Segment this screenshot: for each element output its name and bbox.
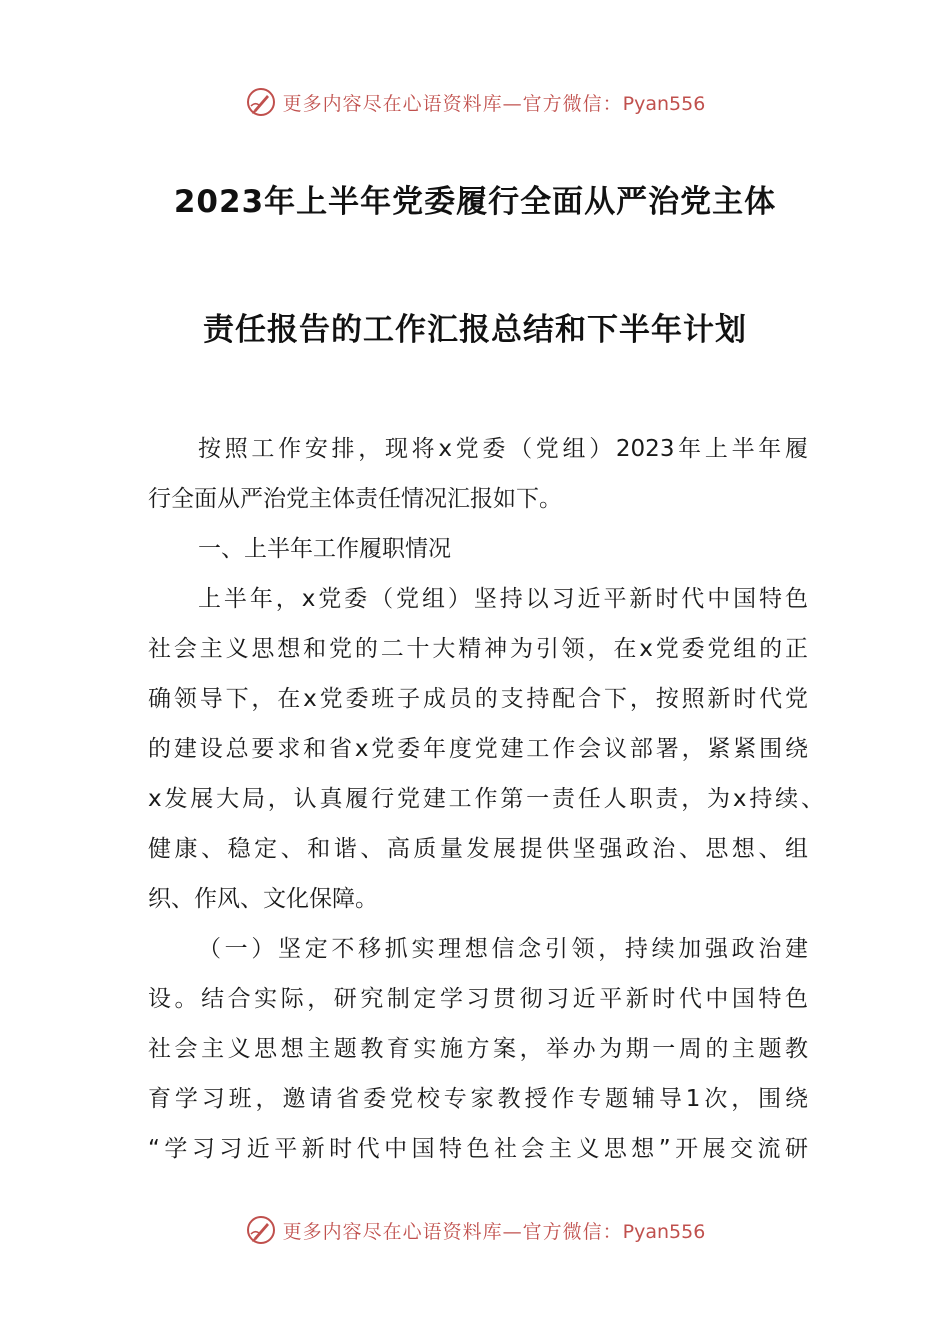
- quill-pen-logo-icon: [245, 1214, 277, 1246]
- watermark-header: [0, 82, 950, 122]
- section-heading: 一、上半年工作履职情况: [198, 536, 451, 562]
- watermark-text: 更多内容尽在心语资料库—官方微信：Pyan556: [282, 1220, 706, 1243]
- paragraph-line: x发展大局，认真履行党建工作第一责任人职责，为x持续、: [148, 786, 824, 812]
- watermark-text: 更多内容尽在心语资料库—官方微信：Pyan556: [282, 92, 706, 115]
- paragraph-line: 上半年，x党委（党组）坚持以习近平新时代中国特色: [198, 586, 808, 612]
- watermark-footer: [0, 1210, 950, 1250]
- paragraph-line: 确领导下，在x党委班子成员的支持配合下，按照新时代党: [148, 686, 808, 712]
- paragraph-line: 行全面从严治党主体责任情况汇报如下。: [148, 486, 562, 512]
- paragraph-line: “学习习近平新时代中国特色社会主义思想”开展交流研: [148, 1136, 808, 1162]
- paragraph-line: 织、作风、文化保障。: [148, 886, 378, 912]
- subsection-heading: （一）坚定不移抓实理想信念引领，持续加强政治建: [198, 936, 808, 962]
- quill-pen-logo-icon: [245, 86, 277, 118]
- paragraph-line: 设。结合实际，研究制定学习贯彻习近平新时代中国特色: [148, 986, 808, 1012]
- paragraph-line: 育学习班，邀请省委党校专家教授作专题辅导1次，围绕: [148, 1086, 808, 1112]
- document-title-line-1: 2023年上半年党委履行全面从严治党主体: [173, 184, 777, 220]
- paragraph-line: 健康、稳定、和谐、高质量发展提供坚强政治、思想、组: [148, 836, 808, 862]
- paragraph-line: 社会主义思想和党的二十大精神为引领，在x党委党组的正: [148, 636, 808, 662]
- watermark-wechat-id: Pyan556: [622, 92, 706, 115]
- paragraph-line: 的建设总要求和省x党委年度党建工作会议部署，紧紧围绕: [148, 736, 808, 762]
- paragraph-line: 社会主义思想主题教育实施方案，举办为期一周的主题教: [148, 1036, 808, 1062]
- document-title-line-2: 责任报告的工作汇报总结和下半年计划: [203, 312, 747, 348]
- paragraph-line: 按照工作安排，现将x党委（党组）2023年上半年履: [198, 436, 808, 462]
- watermark-wechat-id: Pyan556: [622, 1220, 706, 1243]
